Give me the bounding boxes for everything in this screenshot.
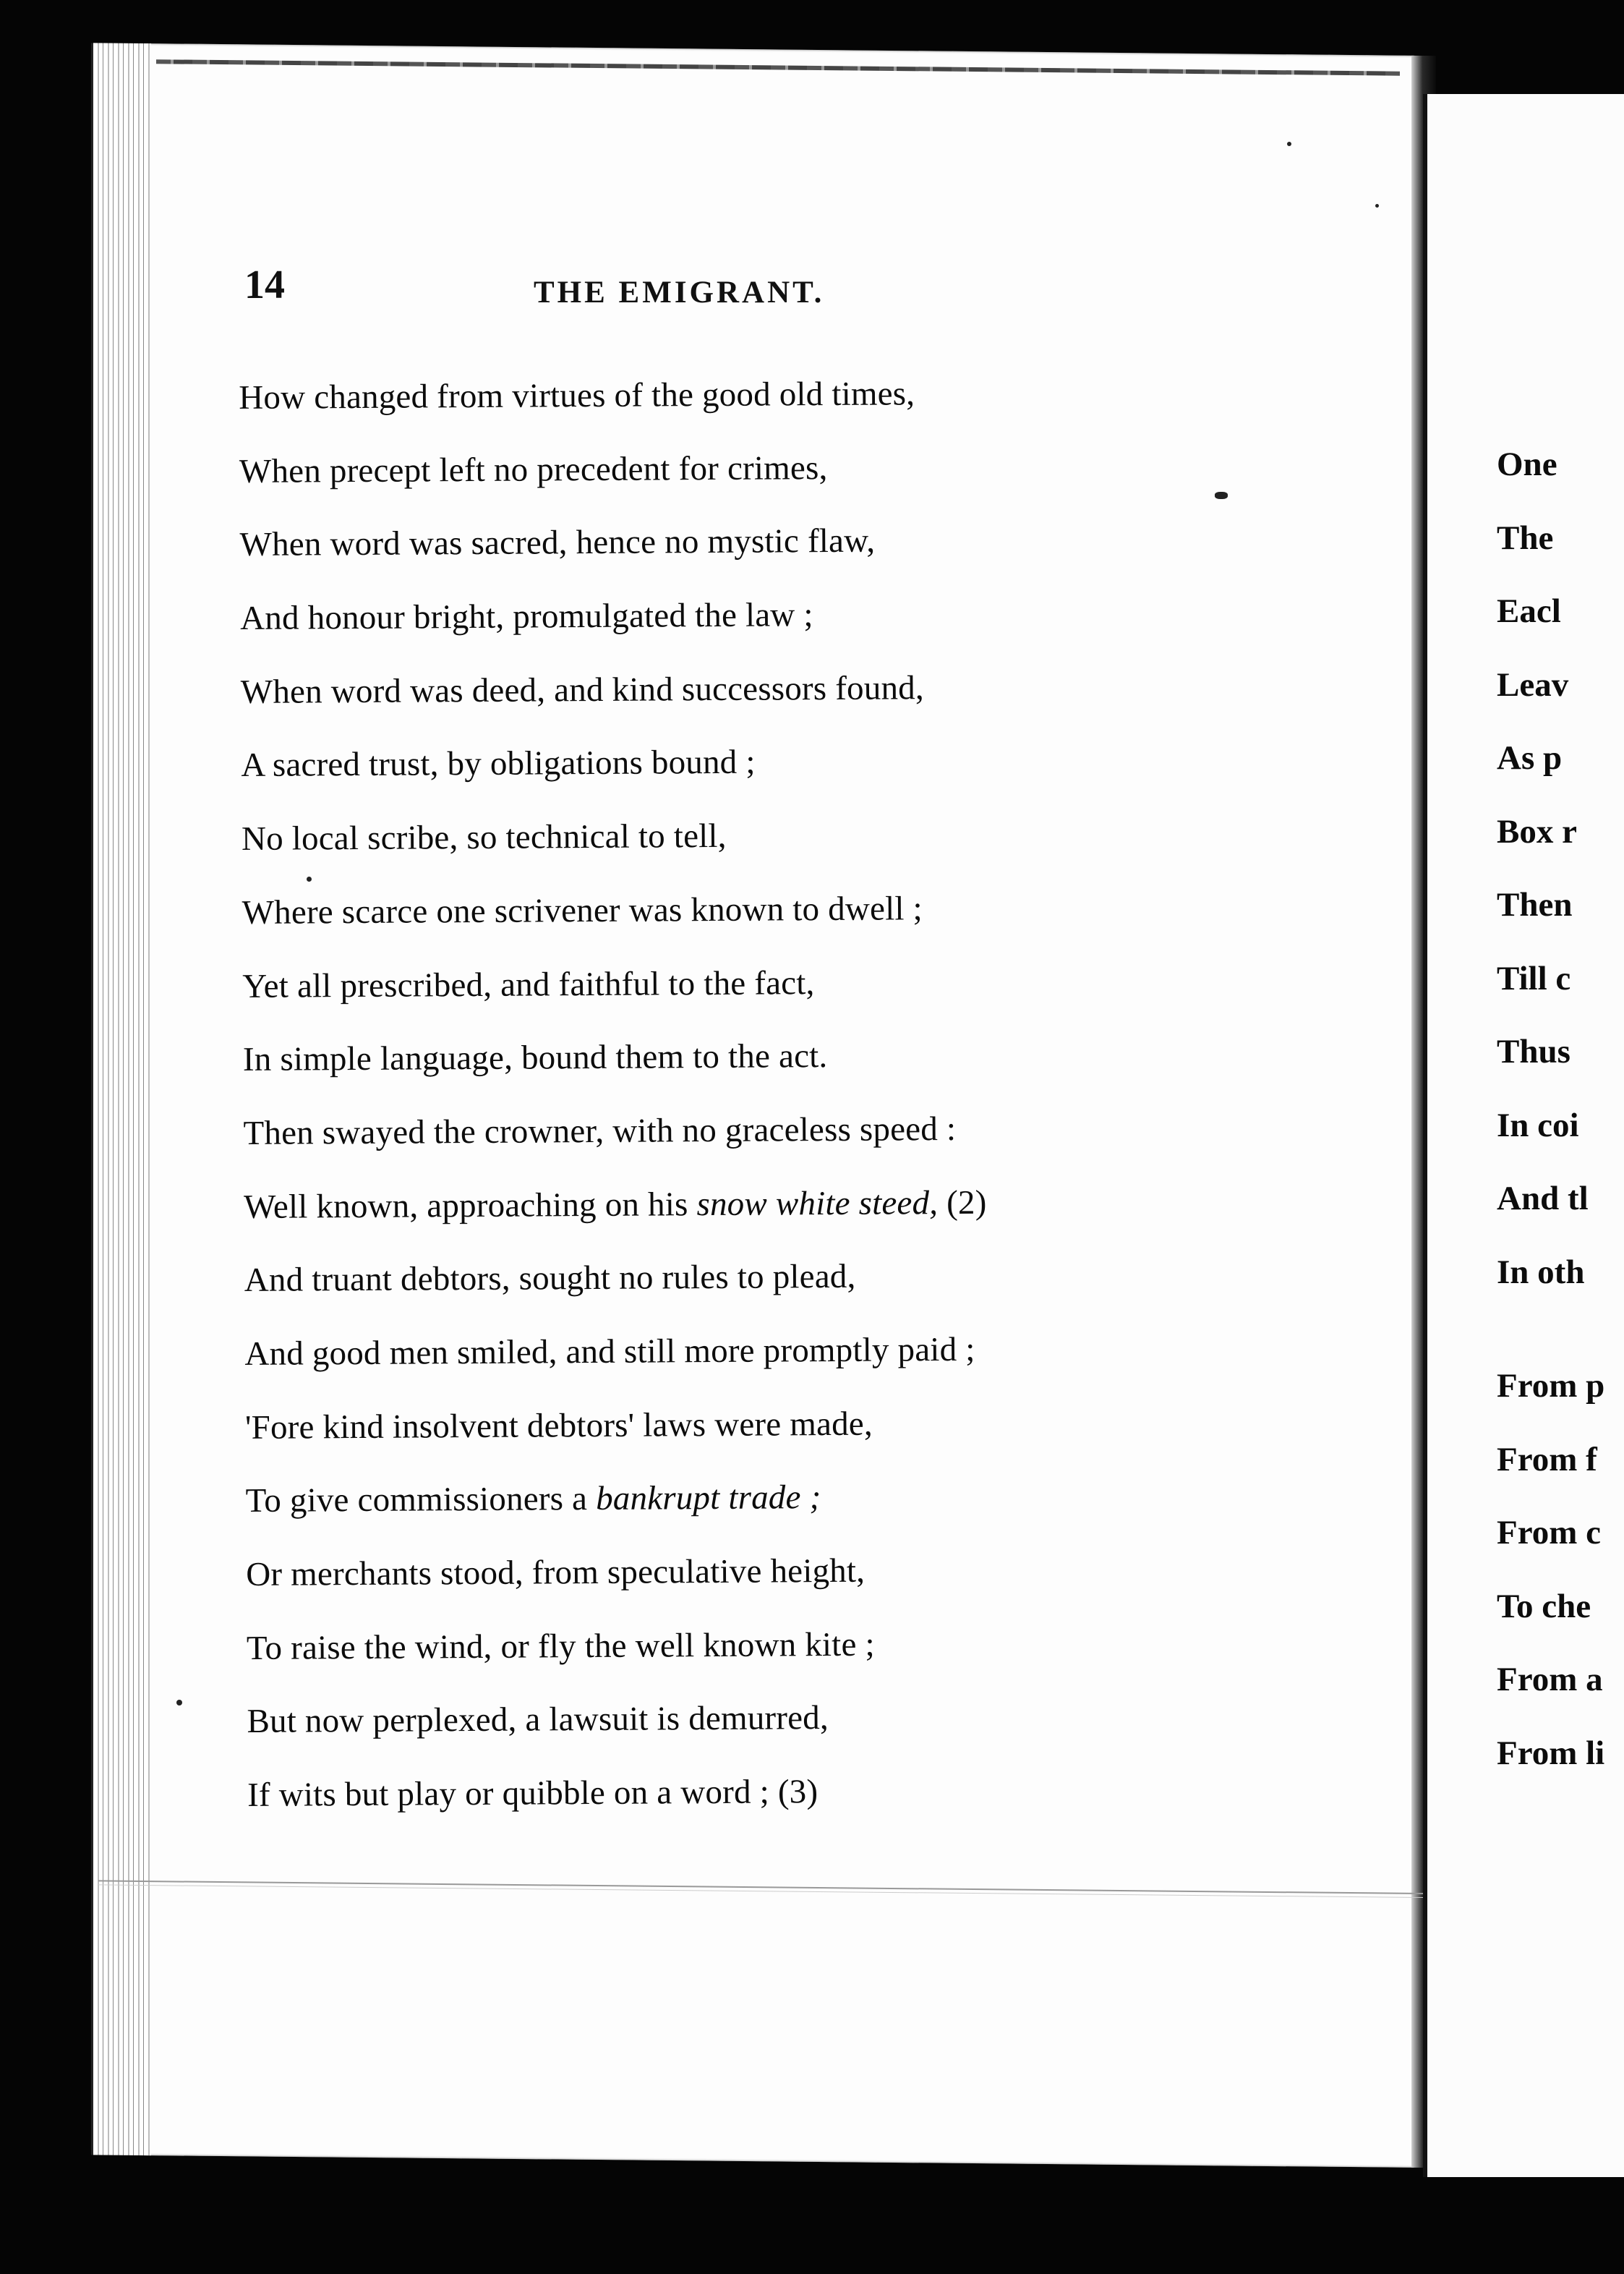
right-page-line: From c: [1497, 1514, 1601, 1551]
right-page-line: In coi: [1497, 1106, 1579, 1144]
print-speck: [1287, 142, 1291, 146]
right-page-line: As p: [1497, 739, 1563, 777]
poem-line: Or merchants stood, from speculative height,: [246, 1551, 866, 1593]
print-speck: [1215, 492, 1228, 499]
right-page-line: From a: [1497, 1661, 1603, 1698]
right-page-line: One: [1497, 446, 1557, 483]
poem-line: And good men smiled, and still more promptly paid ;: [244, 1330, 975, 1373]
poem-line: When precept left no precedent for crimes,: [239, 448, 828, 490]
poem-line: And truant debtors, sought no rules to plead,: [244, 1258, 856, 1300]
right-page-line: Then: [1497, 886, 1573, 924]
page-header: [244, 262, 1184, 312]
right-page-upper-lines: [1497, 428, 1589, 1309]
poem-line: Well known, approaching on his snow white steed, (2): [243, 1183, 987, 1226]
right-page-line: From li: [1497, 1734, 1605, 1772]
poem-line: To raise the wind, or fly the well known kite ;: [246, 1625, 875, 1667]
right-page-line: From p: [1497, 1367, 1605, 1405]
right-page-line: Till c: [1497, 959, 1571, 997]
poem-line: To give commissioners a bankrupt trade ;: [245, 1478, 821, 1520]
poem-line: Yet all prescribed, and faithful to the fact,: [242, 963, 815, 1005]
italic-phrase: snow white steed,: [696, 1183, 939, 1223]
poem-line: 'Fore kind insolvent debtors' laws were made,: [244, 1405, 873, 1447]
poem-line: A sacred trust, by obligations bound ;: [241, 744, 756, 785]
right-page-line: In oth: [1497, 1253, 1585, 1291]
running-head: THE EMIGRANT.: [534, 276, 825, 310]
right-page-line: The: [1497, 519, 1554, 557]
italic-phrase: bankrupt trade ;: [595, 1478, 821, 1518]
top-rule: [156, 59, 1400, 76]
poem-text: [239, 356, 1202, 1833]
print-speck: [1375, 204, 1379, 208]
right-page-line: Thus: [1497, 1033, 1570, 1070]
right-page: [1423, 94, 1624, 2177]
poem-line: And honour bright, promulgated the law ;: [240, 596, 813, 638]
print-speck: [307, 877, 312, 882]
print-speck: [176, 1700, 182, 1706]
right-page-line: Box r: [1497, 812, 1577, 851]
poem-line: In simple language, bound them to the act.: [242, 1037, 828, 1079]
right-page-line: And tl: [1497, 1180, 1589, 1217]
poem-line: How changed from virtues of the good old times,: [239, 375, 915, 417]
poem-line: No local scribe, so technical to tell,: [241, 817, 727, 859]
right-page-line: Leav: [1497, 665, 1569, 704]
poem-line: Where scarce one scrivener was known to dwell ;: [242, 890, 923, 932]
right-page-line: From f: [1497, 1440, 1597, 1478]
poem-line: But now perplexed, a lawsuit is demurred,: [247, 1699, 829, 1741]
poem-line: If wits but play or quibble on a word ; (3): [247, 1773, 819, 1815]
poem-line: Then swayed the crowner, with no graceless speed :: [243, 1110, 957, 1152]
poem-line: When word was sacred, hence no mystic flaw,: [239, 522, 876, 564]
page-number: 14: [244, 263, 285, 307]
right-page-lower-lines: [1497, 1350, 1604, 1790]
page-edges: [91, 43, 151, 2155]
right-page-line: To che: [1497, 1587, 1591, 1625]
right-page-line: Eacl: [1497, 592, 1561, 630]
poem-line: When word was deed, and kind successors found,: [240, 668, 924, 711]
bottom-rule: [98, 1880, 1458, 1898]
